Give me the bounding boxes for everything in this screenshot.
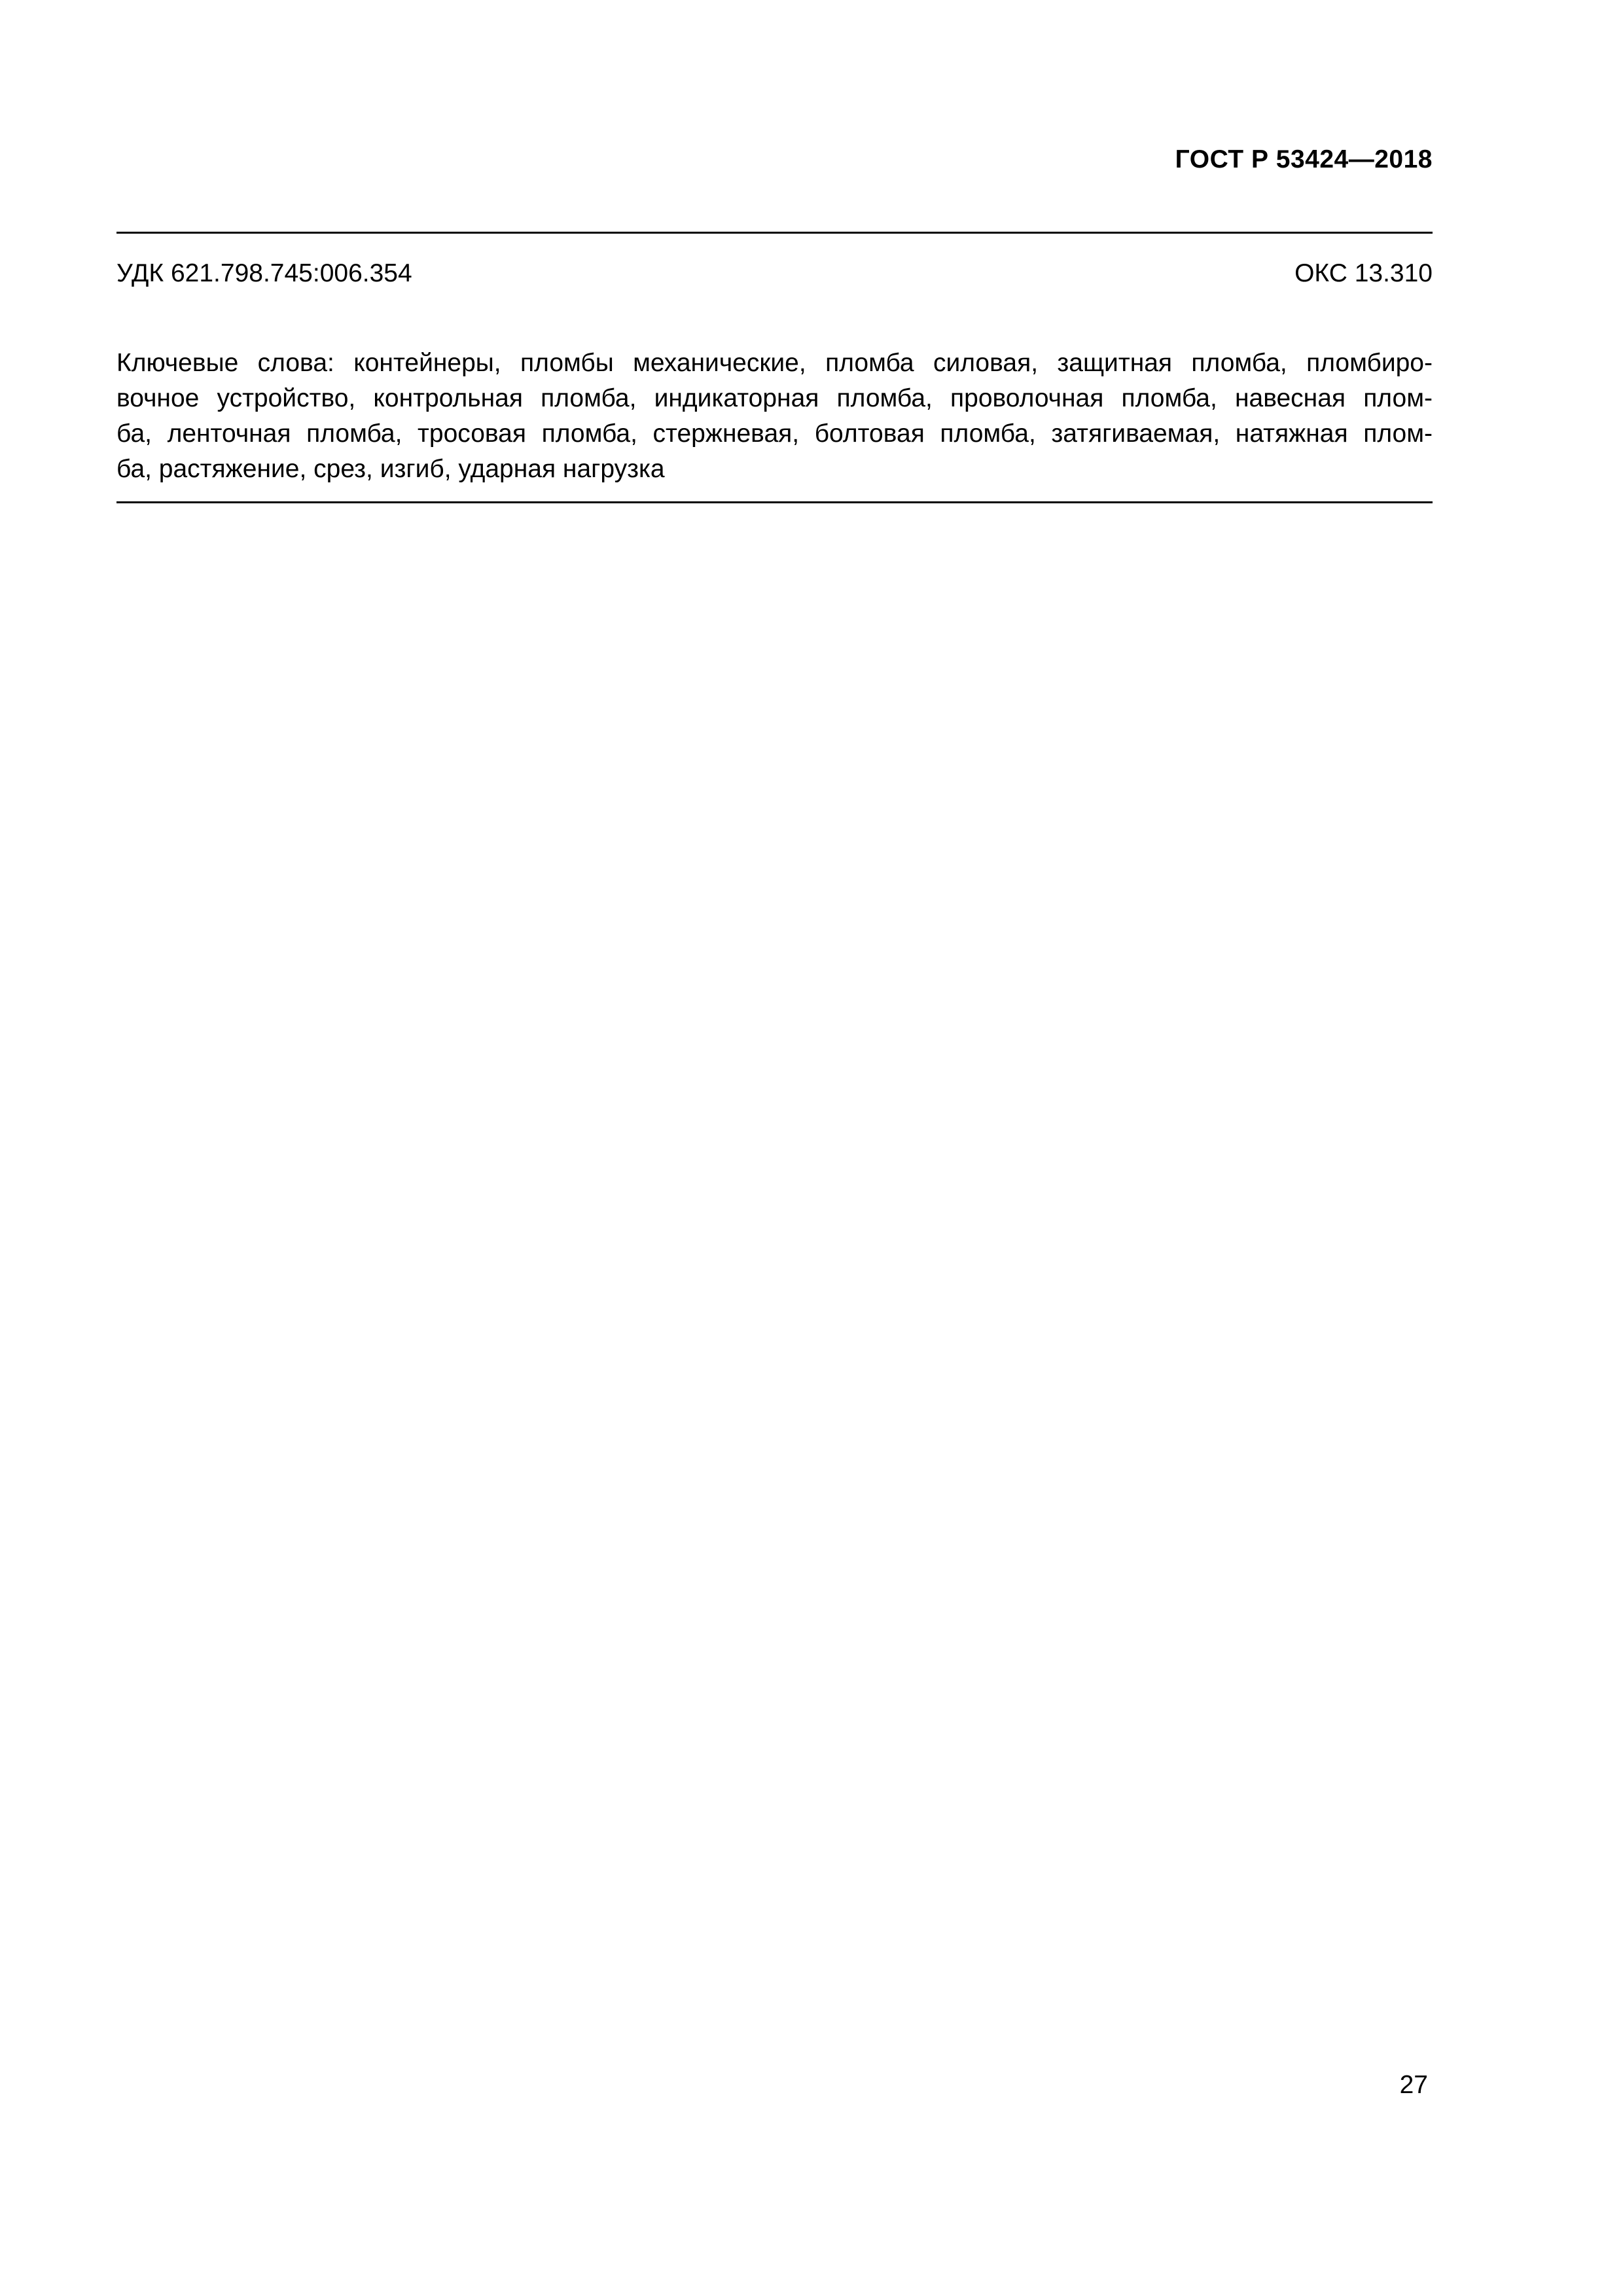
udc-code: УДК 621.798.745:006.354 bbox=[116, 259, 412, 287]
keywords-line: Ключевые слова: контейнеры, пломбы механические, пломба силовая, защитная пломба, пломбиро- bbox=[116, 349, 1433, 377]
keywords-line: ба, ленточная пломба, тросовая пломба, стержневая, болтовая пломба, затягиваемая, натяжная плом- bbox=[116, 420, 1433, 448]
keywords-line: вочное устройство, контрольная пломба, индикаторная пломба, проволочная пломба, навесная плом- bbox=[116, 384, 1433, 412]
top-divider bbox=[116, 232, 1433, 234]
keywords-paragraph bbox=[116, 346, 1433, 487]
oks-code: ОКС 13.310 bbox=[1294, 259, 1433, 287]
page-number: 27 bbox=[1399, 2071, 1428, 2099]
bottom-divider bbox=[116, 501, 1433, 503]
document-number: ГОСТ Р 53424—2018 bbox=[1175, 145, 1433, 173]
keywords-line: ба, растяжение, срез, изгиб, ударная нагрузка bbox=[116, 455, 665, 483]
